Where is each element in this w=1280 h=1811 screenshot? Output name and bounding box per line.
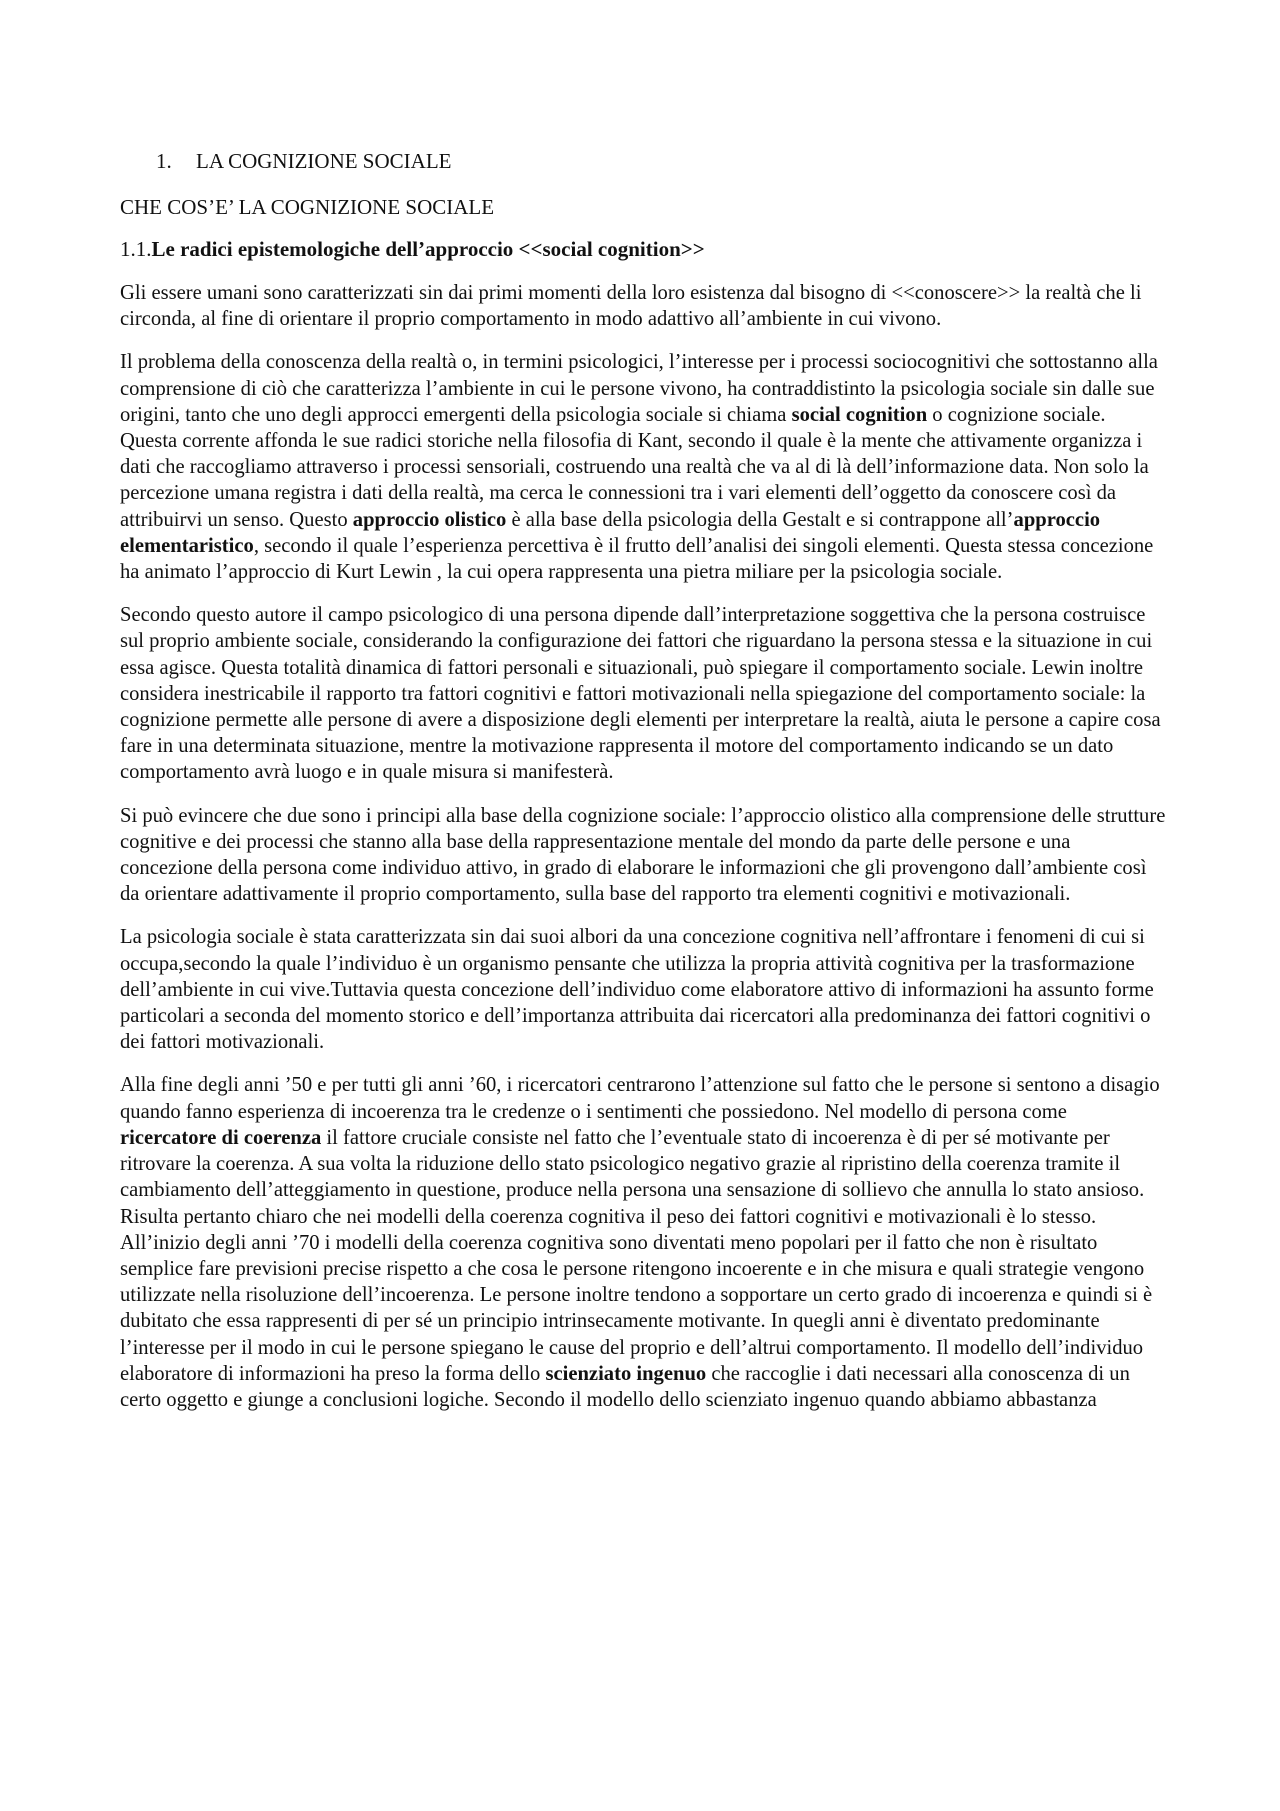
- bold-term: social cognition: [791, 403, 928, 426]
- subsection-title: Le radici epistemologiche dell’approccio <<social cognition>>: [151, 237, 705, 261]
- chapter-heading: [156, 148, 1166, 174]
- body-text: [120, 280, 1166, 1413]
- paragraph: [120, 280, 1166, 332]
- bold-term: approccio olistico: [352, 508, 507, 531]
- subsection-number: 1.1.: [120, 237, 152, 261]
- text-run: è alla base della psicologia della Gestalt e si contrappone all’: [506, 508, 1014, 531]
- text-run: Si può evincere che due sono i principi alla base della cognizione sociale: l’approccio olistico alla comprensione delle strutture cognitive e dei processi che stanno alla base della rappresentazione mentale del mondo da parte delle persone e una concezione della persona come individuo attivo, in grado di elaborare le informazioni che gli provengono dall’ambiente così da orientare adattivamente il proprio comportamento, sulla base del rapporto tra elementi cognitivi e motivazionali.: [120, 804, 1166, 906]
- text-run: il fattore cruciale consiste nel fatto che l’eventuale stato di incoerenza è di per sé motivante per ritrovare la coerenza. A sua volta la riduzione dello stato psicologico negativo grazie al ripristino della coerenza tramite il cambiamento dell’atteggiamento in questione, produce nella persona una sensazione di sollievo che annulla lo stato ansioso. Risulta pertanto chiaro che nei modelli della coerenza cognitiva il peso dei fattori cognitivi e motivazionali è lo stesso. All’inizio degli anni ’70 i modelli della coerenza cognitiva sono diventati meno popolari per il fatto che non è risultato semplice fare previsioni precise rispetto a che cosa le persone ritengono incoerente e in che misura e quali strategie vengono utilizzate nella risoluzione dell’incoerenza. Le persone inoltre tendono a sopportare un certo grado di incoerenza e quindi si è dubitato che essa rappresenti di per sé un principio intrinsecamente motivante. In quegli anni è diventato predominante l’interesse per il modo in cui le persone spiegano le cause del proprio e dell’altrui comportamento. Il modello dell’individuo elaboratore di informazioni ha preso la forma dello: [120, 1126, 1153, 1385]
- subsection-heading: [120, 236, 1166, 262]
- text-run: Il problema della conoscenza della realtà o, in termini psicologici, l’interesse per i processi sociocognitivi che sottostanno alla comprensione di ciò che caratterizza l’ambiente in cui le persone vivono, ha contraddistinto la psicologia sociale sin dalle sue origini, tanto che uno degli approcci emergenti della psicologia sociale si chiama: [120, 351, 1158, 426]
- text-run: Alla fine degli anni ’50 e per tutti gli anni ’60, i ricercatori centrarono l’attenzione sul fatto che le persone si sentono a disagio quando fanno esperienza di incoerenza tra le credenze o i sentimenti che possiedono. Nel modello di persona come: [120, 1074, 1160, 1123]
- text-run: Secondo questo autore il campo psicologico di una persona dipende dall’interpretazione soggettiva che la persona costruisce sul proprio ambiente sociale, considerando la configurazione dei fattori che riguardano la persona stessa e la situazione in cui essa agisce. Questa totalità dinamica di fattori personali e situazionali, può spiegare il comportamento sociale. Lewin inoltre considera inestricabile il rapporto tra fattori cognitivi e fattori motivazionali nella spiegazione del comportamento sociale: la cognizione permette alle persone di avere a disposizione degli elementi per interpretare la realtà, aiuta le persone a capire cosa fare in una determinata situazione, mentre la motivazione rappresenta il motore del comportamento indicando se un dato comportamento avrà luogo e in quale misura si manifesterà.: [120, 604, 1161, 784]
- bold-term: ricercatore di coerenza: [120, 1126, 322, 1149]
- chapter-title: LA COGNIZIONE SOCIALE: [196, 149, 452, 173]
- bold-term: approccio elementaristico: [120, 508, 1101, 557]
- section-title: CHE COS’E’ LA COGNIZIONE SOCIALE: [120, 195, 495, 219]
- text-run: che raccoglie i dati necessari alla conoscenza di un certo oggetto e giunge a conclusioni logiche. Secondo il modello dello scienziato ingenuo quando abbiamo abbastanza: [120, 1362, 1130, 1411]
- paragraph: [120, 602, 1166, 785]
- chapter-number: 1.: [156, 149, 172, 173]
- paragraph: [120, 803, 1166, 908]
- document-page: [120, 148, 1166, 1430]
- text-run: Gli essere umani sono caratterizzati sin dai primi momenti della loro esistenza dal bisogno di <<conoscere>> la realtà che li circonda, al fine di orientare il proprio comportamento in modo adattivo all’ambiente in cui vivono.: [120, 282, 1142, 331]
- paragraph: [120, 1072, 1166, 1413]
- text-run: La psicologia sociale è stata caratterizzata sin dai suoi albori da una concezione cognitiva nell’affrontare i fenomeni di cui si occupa,secondo la quale l’individuo è un organismo pensante che utilizza la propria attività cognitiva per la trasformazione dell’ambiente in cui vive.Tuttavia questa concezione dell’individuo come elaboratore attivo di informazioni ha assunto forme particolari a seconda del momento storico e dell’importanza attribuita dai ricercatori alla predominanza dei fattori cognitivi o dei fattori motivazionali.: [120, 926, 1154, 1054]
- paragraph: [120, 924, 1166, 1055]
- text-run: o cognizione sociale. Questa corrente affonda le sue radici storiche nella filosofia di Kant, secondo il quale è la mente che attivamente organizza i dati che raccogliamo attraverso i processi sensoriali, costruendo una realtà che va al di là dell’informazione data. Non solo la percezione umana registra i dati della realtà, ma cerca le connessioni tra i vari elementi dell’oggetto da conoscere così da attribuirvi un senso. Questo: [120, 403, 1149, 531]
- paragraph: [120, 349, 1166, 585]
- text-run: , secondo il quale l’esperienza percettiva è il frutto dell’analisi dei singoli elementi. Questa stessa concezione ha animato l’approccio di Kurt Lewin , la cui opera rappresenta una pietra miliare per la psicologia sociale.: [120, 534, 1154, 584]
- bold-term: scienziato ingenuo: [545, 1362, 707, 1385]
